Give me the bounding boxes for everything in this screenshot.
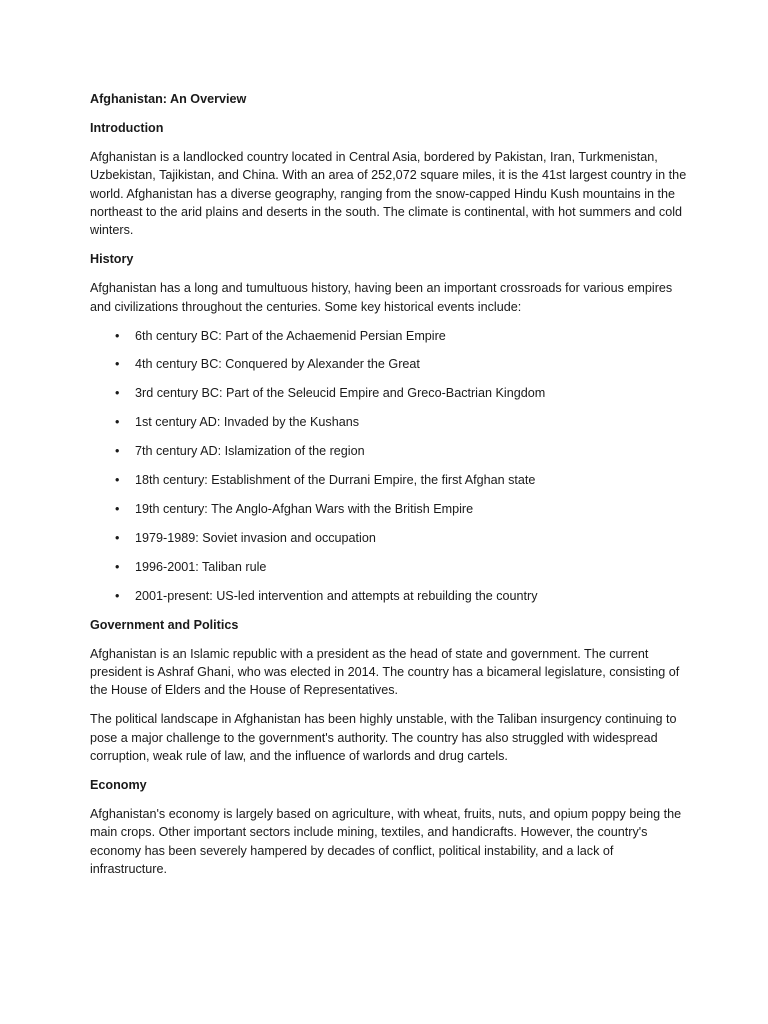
history-event-text: 6th century BC: Part of the Achaemenid Persian Empire bbox=[135, 328, 446, 343]
history-event-text: 19th century: The Anglo-Afghan Wars with the British Empire bbox=[135, 502, 474, 516]
bullet-icon: • bbox=[115, 473, 120, 488]
introduction-paragraph: Afghanistan is a landlocked country located in Central Asia, bordered by Pakistan, Iran, Turkmenistan, Uzbekistan, Tajikistan, and China. With an area of 252,072 square miles, it is the 41st largest country in the world. Afghanistan has a diverse geography, ranging from the snow-capped Hindu Kush mountains in the northeast to the arid plains and deserts in the south. The climate is continental, with hot summers and cold winters. bbox=[90, 149, 687, 238]
bullet-icon: • bbox=[115, 559, 120, 574]
bullet-icon: • bbox=[115, 502, 120, 516]
list-item bbox=[90, 413, 690, 431]
section-heading-introduction: Introduction bbox=[90, 120, 164, 135]
section-heading-history: History bbox=[90, 252, 134, 267]
list-item bbox=[90, 327, 690, 345]
section-heading-economy: Economy bbox=[90, 777, 147, 792]
list-item bbox=[90, 558, 690, 576]
history-events-list bbox=[90, 327, 690, 606]
history-event-text: 18th century: Establishment of the Durrani Empire, the first Afghan state bbox=[135, 473, 536, 488]
history-event-text: 1996-2001: Taliban rule bbox=[135, 559, 267, 574]
history-event-text: 1st century AD: Invaded by the Kushans bbox=[135, 415, 360, 430]
list-item bbox=[90, 384, 690, 402]
history-paragraph: Afghanistan has a long and tumultuous history, having been an important crossroads for various empires and civilizations throughout the centuries. Some key historical events include: bbox=[90, 281, 673, 314]
economy-paragraph: Afghanistan's economy is largely based on agriculture, with wheat, fruits, nuts, and opium poppy being the main crops. Other important sectors include mining, textiles, and handicrafts. However, the country's economy has been severely hampered by decades of conflict, political instability, and a lack of infrastructure. bbox=[90, 806, 682, 877]
bullet-icon: • bbox=[115, 357, 120, 372]
history-event-text: 7th century AD: Islamization of the region bbox=[135, 444, 365, 459]
document-title: Afghanistan: An Overview bbox=[90, 92, 247, 106]
government-paragraph: Afghanistan is an Islamic republic with a president as the head of state and government. The current president is Ashraf Ghani, who was elected in 2014. The country has a bicameral legislature, consisting of the House of Elders and the House of Representatives. bbox=[90, 646, 680, 698]
list-item bbox=[90, 500, 690, 518]
list-item bbox=[90, 355, 690, 373]
history-event-text: 1979-1989: Soviet invasion and occupation bbox=[135, 530, 376, 545]
list-item bbox=[90, 587, 690, 605]
politics-paragraph: The political landscape in Afghanistan has been highly unstable, with the Taliban insurgency continuing to pose a major challenge to the government's authority. The country has also struggled with widespread corruption, weak rule of law, and the influence of warlords and drug cartels. bbox=[90, 712, 677, 764]
document-page bbox=[90, 90, 690, 889]
history-event-text: 4th century BC: Conquered by Alexander the Great bbox=[135, 357, 420, 372]
bullet-icon: • bbox=[115, 444, 120, 459]
history-event-text: 2001-present: US-led intervention and attempts at rebuilding the country bbox=[135, 588, 538, 603]
bullet-icon: • bbox=[115, 588, 120, 603]
list-item bbox=[90, 442, 690, 460]
list-item bbox=[90, 471, 690, 489]
bullet-icon: • bbox=[115, 386, 120, 401]
history-event-text: 3rd century BC: Part of the Seleucid Empire and Greco-Bactrian Kingdom bbox=[135, 386, 546, 401]
bullet-icon: • bbox=[115, 415, 120, 430]
section-heading-government: Government and Politics bbox=[90, 617, 239, 632]
list-item bbox=[90, 529, 690, 547]
bullet-icon: • bbox=[115, 328, 120, 343]
bullet-icon: • bbox=[115, 530, 120, 545]
